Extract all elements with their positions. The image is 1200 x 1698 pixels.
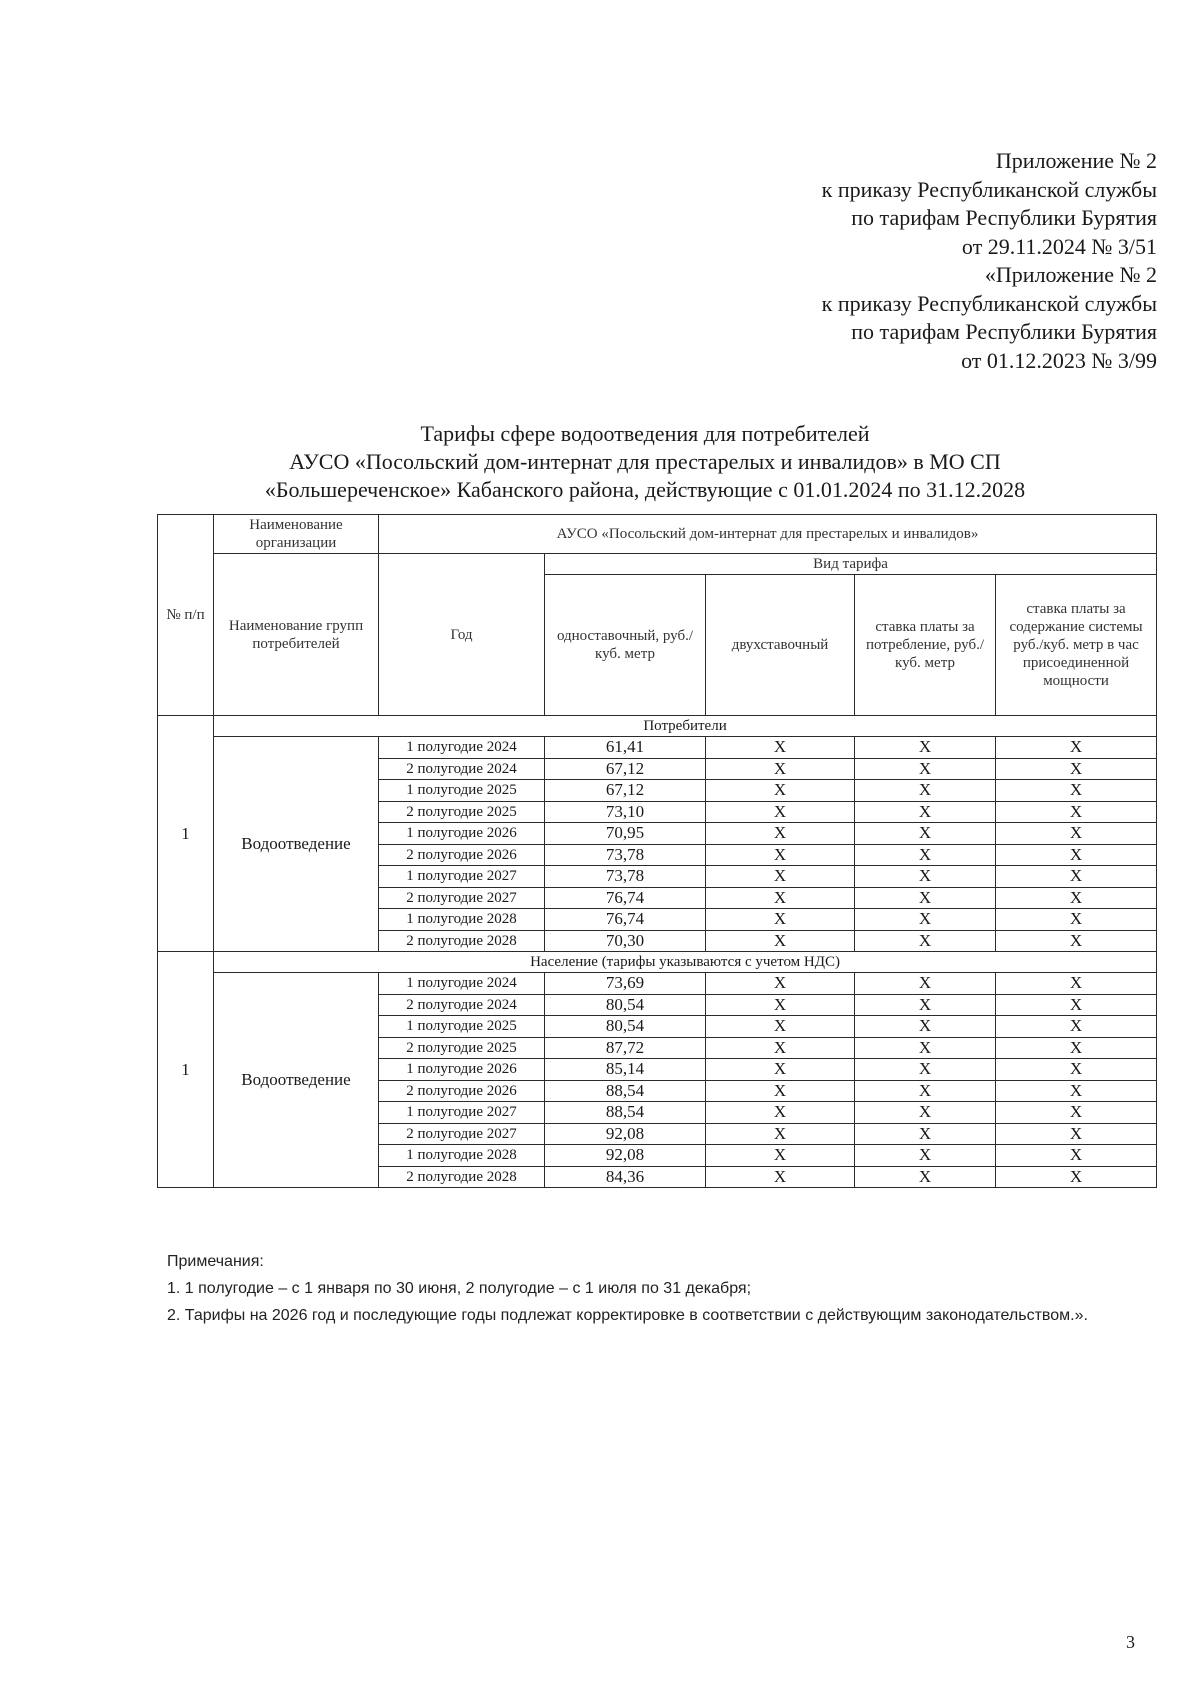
single-rate-value: 76,74 (545, 887, 706, 909)
period-cell: 2 полугодие 2028 (379, 930, 545, 952)
period-cell: 2 полугодие 2027 (379, 887, 545, 909)
title-line: Тарифы сфере водоотведения для потребителей (420, 421, 870, 446)
maintenance-rate-value: X (996, 1059, 1157, 1081)
notes-heading: Примечания: (167, 1253, 264, 1270)
period-cell: 1 полугодие 2027 (379, 1102, 545, 1124)
table-row (158, 973, 1157, 995)
single-rate-value: 87,72 (545, 1037, 706, 1059)
two-rate-value: X (706, 1059, 855, 1081)
maintenance-rate-value: X (996, 1080, 1157, 1102)
appendix-line: «Приложение № 2 (984, 262, 1157, 287)
consumption-rate-value: X (855, 1080, 996, 1102)
maintenance-rate-value: X (996, 930, 1157, 952)
period-cell: 1 полугодие 2025 (379, 1016, 545, 1038)
single-rate-value: 92,08 (545, 1145, 706, 1167)
single-rate-value: 88,54 (545, 1102, 706, 1124)
consumption-rate-value: X (855, 994, 996, 1016)
header-num: № п/п (158, 515, 214, 716)
consumption-rate-value: X (855, 1102, 996, 1124)
maintenance-rate-value: X (996, 780, 1157, 802)
two-rate-value: X (706, 930, 855, 952)
single-rate-value: 80,54 (545, 1016, 706, 1038)
section-group-label: Потребители (214, 716, 1157, 737)
section-number: 1 (158, 716, 214, 952)
consumption-rate-value: X (855, 887, 996, 909)
two-rate-value: X (706, 1145, 855, 1167)
consumption-rate-value: X (855, 866, 996, 888)
maintenance-rate-value: X (996, 994, 1157, 1016)
appendix-line: от 01.12.2023 № 3/99 (961, 347, 1157, 373)
single-rate-value: 76,74 (545, 909, 706, 931)
single-rate-value: 88,54 (545, 1080, 706, 1102)
period-cell: 2 полугодие 2028 (379, 1166, 545, 1188)
notes-section (167, 1250, 1147, 1331)
tariff-table (157, 514, 1157, 1188)
period-cell: 2 полугодие 2024 (379, 994, 545, 1016)
maintenance-rate-value: X (996, 1037, 1157, 1059)
consumption-rate-value: X (855, 930, 996, 952)
maintenance-rate-value: X (996, 823, 1157, 845)
header-maintenance-rate: ставка платы за содержание системы руб./куб. метр в час присоединенной мощности (996, 575, 1157, 716)
maintenance-rate-value: X (996, 1166, 1157, 1188)
header-two-rate: двухставочный (706, 575, 855, 716)
single-rate-value: 84,36 (545, 1166, 706, 1188)
period-cell: 2 полугодие 2026 (379, 844, 545, 866)
single-rate-value: 92,08 (545, 1123, 706, 1145)
appendix-line: по тарифам Республики Бурятия (851, 205, 1157, 230)
period-cell: 1 полугодие 2025 (379, 780, 545, 802)
period-cell: 1 полугодие 2028 (379, 909, 545, 931)
section-number: 1 (158, 952, 214, 1188)
single-rate-value: 85,14 (545, 1059, 706, 1081)
single-rate-value: 73,78 (545, 866, 706, 888)
appendix-line: к приказу Республиканской службы (821, 176, 1157, 202)
two-rate-value: X (706, 1166, 855, 1188)
period-cell: 1 полугодие 2024 (379, 737, 545, 759)
maintenance-rate-value: X (996, 866, 1157, 888)
header-org-name: АУСО «Посольский дом-интернат для престарелых и инвалидов» (379, 515, 1157, 554)
consumption-rate-value: X (855, 1037, 996, 1059)
maintenance-rate-value: X (996, 887, 1157, 909)
period-cell: 1 полугодие 2026 (379, 823, 545, 845)
table-row (158, 737, 1157, 759)
section-group-label: Население (тарифы указываются с учетом НДС) (214, 952, 1157, 973)
consumption-rate-value: X (855, 801, 996, 823)
two-rate-value: X (706, 780, 855, 802)
period-cell: 1 полугодие 2027 (379, 866, 545, 888)
appendix-line: от 29.11.2024 № 3/51 (961, 233, 1157, 259)
maintenance-rate-value: X (996, 758, 1157, 780)
two-rate-value: X (706, 1080, 855, 1102)
two-rate-value: X (706, 823, 855, 845)
consumption-rate-value: X (855, 973, 996, 995)
two-rate-value: X (706, 909, 855, 931)
single-rate-value: 67,12 (545, 758, 706, 780)
maintenance-rate-value: X (996, 909, 1157, 931)
consumption-rate-value: X (855, 1123, 996, 1145)
page-number: 3 (1126, 1632, 1135, 1652)
period-cell: 2 полугодие 2026 (379, 1080, 545, 1102)
two-rate-value: X (706, 1037, 855, 1059)
consumption-rate-value: X (855, 1016, 996, 1038)
two-rate-value: X (706, 1016, 855, 1038)
maintenance-rate-value: X (996, 801, 1157, 823)
appendix-line: Приложение № 2 (995, 148, 1157, 173)
header-year: Год (379, 554, 545, 716)
single-rate-value: 80,54 (545, 994, 706, 1016)
consumption-rate-value: X (855, 844, 996, 866)
period-cell: 1 полугодие 2028 (379, 1145, 545, 1167)
two-rate-value: X (706, 887, 855, 909)
title-line: АУСО «Посольский дом-интернат для престарелых и инвалидов» в МО СП (289, 449, 1001, 474)
consumption-rate-value: X (855, 909, 996, 931)
maintenance-rate-value: X (996, 1102, 1157, 1124)
single-rate-value: 70,95 (545, 823, 706, 845)
maintenance-rate-value: X (996, 1123, 1157, 1145)
maintenance-rate-value: X (996, 844, 1157, 866)
period-cell: 1 полугодие 2026 (379, 1059, 545, 1081)
single-rate-value: 70,30 (545, 930, 706, 952)
header-tariff-type: Вид тарифа (545, 554, 1157, 575)
appendix-reference (822, 147, 1157, 375)
two-rate-value: X (706, 973, 855, 995)
period-cell: 2 полугодие 2024 (379, 758, 545, 780)
header-consumption-rate: ставка платы за потребление, руб./ куб. метр (855, 575, 996, 716)
consumption-rate-value: X (855, 1166, 996, 1188)
two-rate-value: X (706, 994, 855, 1016)
two-rate-value: X (706, 758, 855, 780)
document-title (205, 420, 1085, 504)
two-rate-value: X (706, 801, 855, 823)
consumption-rate-value: X (855, 780, 996, 802)
period-cell: 2 полугодие 2025 (379, 801, 545, 823)
consumption-rate-value: X (855, 1059, 996, 1081)
note-item: 1. 1 полугодие – с 1 января по 30 июня, 2 полугодие – с 1 июля по 31 декабря; (167, 1280, 752, 1297)
period-cell: 1 полугодие 2024 (379, 973, 545, 995)
maintenance-rate-value: X (996, 973, 1157, 995)
service-name: Водоотведение (214, 973, 379, 1188)
consumption-rate-value: X (855, 737, 996, 759)
consumption-rate-value: X (855, 758, 996, 780)
maintenance-rate-value: X (996, 737, 1157, 759)
single-rate-value: 73,78 (545, 844, 706, 866)
maintenance-rate-value: X (996, 1016, 1157, 1038)
header-single-rate: одноставочный, руб./ куб. метр (545, 575, 706, 716)
maintenance-rate-value: X (996, 1145, 1157, 1167)
note-item: 2. Тарифы на 2026 год и последующие годы подлежат корректировке в соответствии с действующим законодательством.». (167, 1307, 1088, 1324)
period-cell: 2 полугодие 2027 (379, 1123, 545, 1145)
single-rate-value: 73,69 (545, 973, 706, 995)
header-group-label: Наименование групп потребителей (214, 554, 379, 716)
title-line: «Большереченское» Кабанского района, действующие с 01.01.2024 по 31.12.2028 (264, 477, 1026, 502)
single-rate-value: 73,10 (545, 801, 706, 823)
consumption-rate-value: X (855, 1145, 996, 1167)
two-rate-value: X (706, 844, 855, 866)
service-name: Водоотведение (214, 737, 379, 952)
single-rate-value: 61,41 (545, 737, 706, 759)
consumption-rate-value: X (855, 823, 996, 845)
two-rate-value: X (706, 1123, 855, 1145)
two-rate-value: X (706, 1102, 855, 1124)
two-rate-value: X (706, 737, 855, 759)
header-org-label: Наименование организации (214, 515, 379, 554)
period-cell: 2 полугодие 2025 (379, 1037, 545, 1059)
appendix-line: по тарифам Республики Бурятия (851, 319, 1157, 344)
single-rate-value: 67,12 (545, 780, 706, 802)
appendix-line: к приказу Республиканской службы (821, 290, 1157, 316)
two-rate-value: X (706, 866, 855, 888)
